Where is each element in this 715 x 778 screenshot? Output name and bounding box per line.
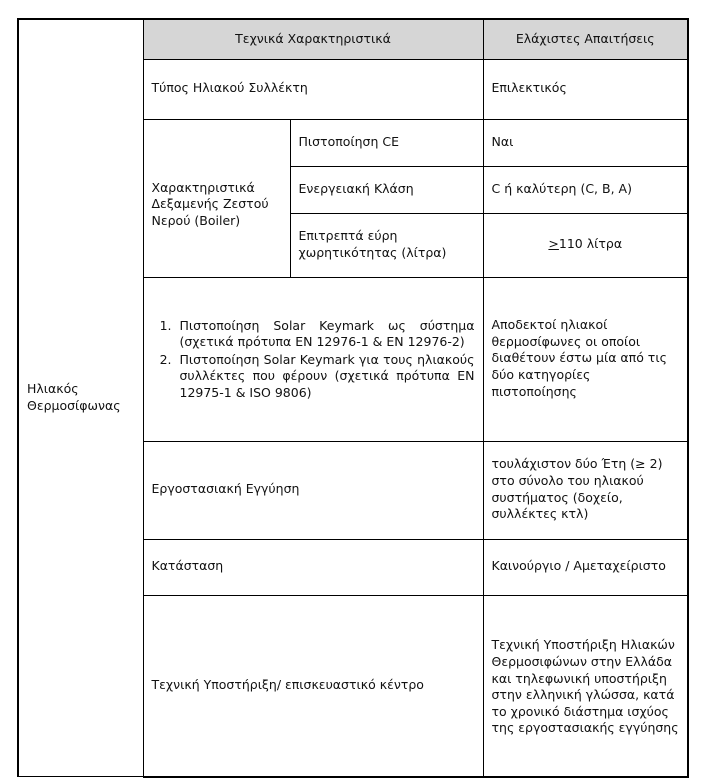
specifications-table bbox=[17, 18, 689, 778]
greater-equal-symbol: > bbox=[548, 236, 559, 252]
requirement-technical-support: Τεχνική Υποστήριξη Ηλιακών Θερμοσιφώνων στην Ελλάδα και τηλεφωνική υποστήριξη στην ελληνική γλώσσα, κατά το χρονικό διάστημα ισχύος της εργοστασιακής εγγύησης bbox=[483, 595, 688, 777]
solar-keymark-ordered-list bbox=[152, 318, 475, 402]
spec-collector-type: Τύπος Ηλιακού Συλλέκτη bbox=[143, 59, 483, 119]
requirement-collector-type: Επιλεκτικός bbox=[483, 59, 688, 119]
spec-condition: Κατάσταση bbox=[143, 539, 483, 595]
spec-energy-class: Ενεργειακή Κλάση bbox=[290, 166, 483, 213]
header-minimum-requirements: Ελάχιστες Απαιτήσεις bbox=[483, 19, 688, 59]
requirement-capacity-value: 110 λίτρα bbox=[558, 236, 623, 252]
requirement-ce-certification: Ναι bbox=[483, 119, 688, 166]
category-cell bbox=[18, 19, 143, 777]
spec-solar-keymark-list bbox=[143, 277, 483, 441]
list-item: 1. Πιστοποίηση Solar Keymark ως σύστημα (σχετικά πρότυπα EN 12976-1 & EN 12976-2) bbox=[176, 318, 475, 351]
table-header-row bbox=[18, 19, 688, 59]
spec-boiler-group-label: Χαρακτηριστικά Δεξαμενής Ζεστού Νερού (Boiler) bbox=[143, 119, 290, 277]
requirement-energy-class: C ή καλύτερη (C, B, A) bbox=[483, 166, 688, 213]
spec-factory-warranty: Εργοστασιακή Εγγύηση bbox=[143, 441, 483, 539]
list-item: 2. Πιστοποίηση Solar Keymark για τους ηλιακούς συλλέκτες που φέρουν (σχετικά πρότυπα EN 12975-1 & ISO 9806) bbox=[176, 352, 475, 402]
requirement-condition: Καινούργιο / Αμεταχείριστο bbox=[483, 539, 688, 595]
spec-technical-support: Τεχνική Υποστήριξη/ επισκευαστικό κέντρο bbox=[143, 595, 483, 777]
header-technical-specs: Τεχνικά Χαρακτηριστικά bbox=[143, 19, 483, 59]
spec-ce-certification: Πιστοποίηση CE bbox=[290, 119, 483, 166]
requirement-capacity-range bbox=[483, 213, 688, 277]
requirement-solar-keymark: Αποδεκτοί ηλιακοί θερμοσίφωνες οι οποίοι διαθέτουν έστω μία από τις δύο κατηγορίες πιστοποίησης bbox=[483, 277, 688, 441]
category-label: Ηλιακός Θερμοσίφωνας bbox=[27, 380, 121, 413]
requirement-factory-warranty: τουλάχιστον δύο Έτη (≥ 2) στο σύνολο του ηλιακού συστήματος (δοχείο, συλλέκτες κτλ) bbox=[483, 441, 688, 539]
spec-capacity-range: Επιτρεπτά εύρη χωρητικότητας (λίτρα) bbox=[290, 213, 483, 277]
